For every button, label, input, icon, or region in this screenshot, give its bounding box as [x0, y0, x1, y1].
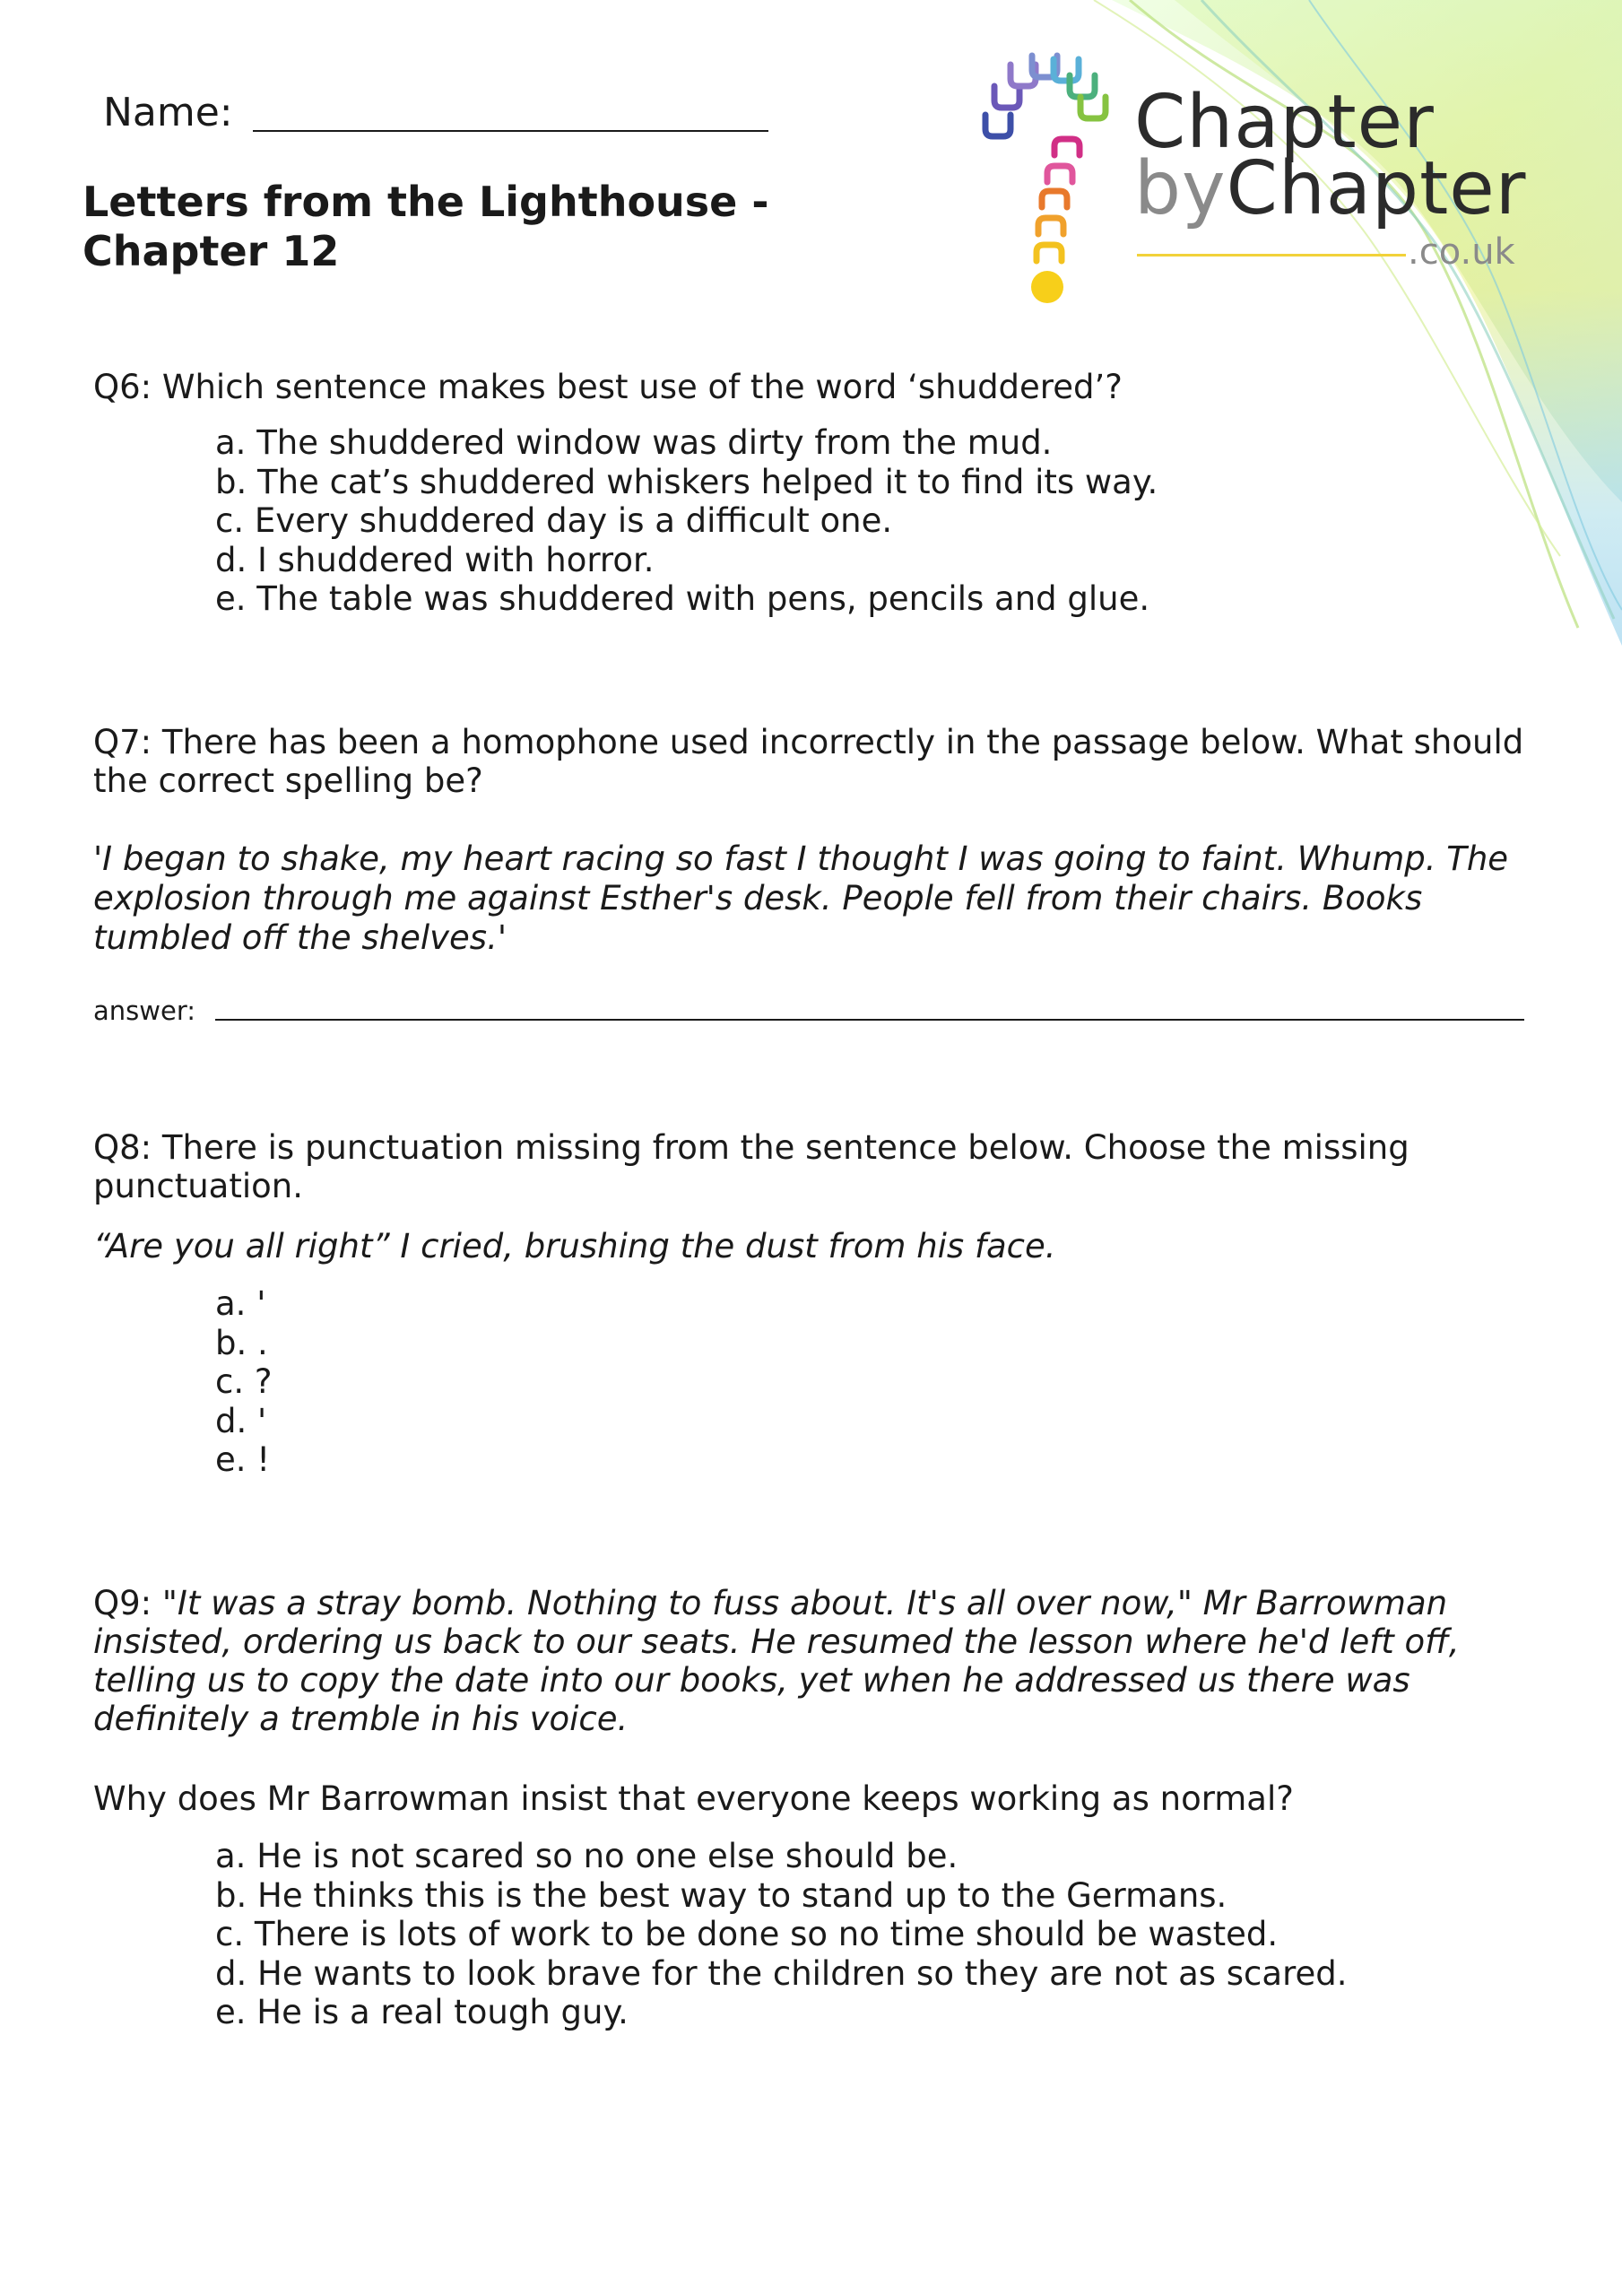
q8-option-b[interactable]: b. .	[215, 1323, 268, 1362]
q7-passage: 'I began to shake, my heart racing so fast I thought I was going to faint. Whump. The explosion through me against Esther's desk. People fell from their chairs. Books tumbled off the shelves.'	[93, 839, 1509, 957]
q7-answer-line[interactable]	[215, 1019, 1524, 1021]
logo-wordmark	[1134, 80, 1527, 231]
q6-option-d[interactable]: d. I shuddered with horror.	[215, 540, 655, 579]
q6-option-e[interactable]: e. The table was shuddered with pens, pencils and glue.	[215, 579, 1150, 618]
logo-word-chapter: Chapter	[1134, 80, 1435, 165]
q9-option-d[interactable]: d. He wants to look brave for the children so they are not as scared.	[215, 1953, 1348, 1993]
q6-option-a[interactable]: a. The shuddered window was dirty from the mud.	[215, 423, 1053, 462]
q9-passage: "It was a stray bomb. Nothing to fuss about. It's all over now," Mr Barrowman insisted, ordering us back to our seats. He resumed the lesson where he'd left off, telling us to copy the date into our books, yet when he addressed us there was definitely a tremble in his voice.	[93, 1584, 1460, 1738]
q9-label: Q9:	[93, 1584, 152, 1622]
q6-options	[215, 423, 1158, 619]
q8-option-a[interactable]: a. '	[215, 1284, 266, 1323]
q8-prompt: Q8: There is punctuation missing from the sentence below. Choose the missing punctuation.	[93, 1128, 1409, 1205]
q9-options	[215, 1837, 1347, 2032]
q8-option-e[interactable]: e. !	[215, 1440, 271, 1479]
q6-option-c[interactable]: c. Every shuddered day is a difficult one.	[215, 501, 893, 540]
name-field-row	[103, 90, 768, 135]
q7-answer-label: answer:	[93, 996, 196, 1026]
q9-passage-block	[93, 1584, 1492, 1738]
logo-domain: .co.uk	[1408, 231, 1515, 273]
name-write-line[interactable]	[253, 126, 768, 132]
q9-option-c[interactable]: c. There is lots of work to be done so no time should be wasted.	[215, 1915, 1279, 1953]
q8-option-c[interactable]: c. ?	[215, 1362, 273, 1401]
q9-option-e[interactable]: e. He is a real tough guy.	[215, 1993, 629, 2031]
logo-word-by: by	[1134, 146, 1227, 231]
logo-word-chapter-2: Chapter	[1226, 146, 1527, 231]
q7-prompt: Q7: There has been a homophone used incorrectly in the passage below. What should the correct spelling be?	[93, 723, 1524, 800]
q9-option-a[interactable]: a. He is not scared so no one else should be.	[215, 1837, 958, 1875]
name-label: Name:	[103, 90, 233, 135]
q8-sentence: “Are you all right” I cried, brushing the dust from his face.	[93, 1227, 1056, 1265]
q6-prompt: Q6: Which sentence makes best use of the word ‘shuddered’?	[93, 368, 1123, 406]
q9-question: Why does Mr Barrowman insist that everyone keeps working as normal?	[93, 1779, 1294, 1818]
q6-option-b[interactable]: b. The cat’s shuddered whiskers helped it to find its way.	[215, 462, 1158, 501]
q8-options	[215, 1284, 273, 1480]
q7-answer-row	[93, 996, 1524, 1026]
q9-option-b[interactable]: b. He thinks this is the best way to stand up to the Germans.	[215, 1875, 1227, 1915]
logo-word-by-chapter	[1134, 146, 1527, 231]
worksheet-title: Letters from the Lighthouse - Chapter 12	[82, 178, 769, 275]
q8-option-d[interactable]: d. '	[215, 1401, 267, 1440]
logo-underline	[1137, 254, 1406, 257]
